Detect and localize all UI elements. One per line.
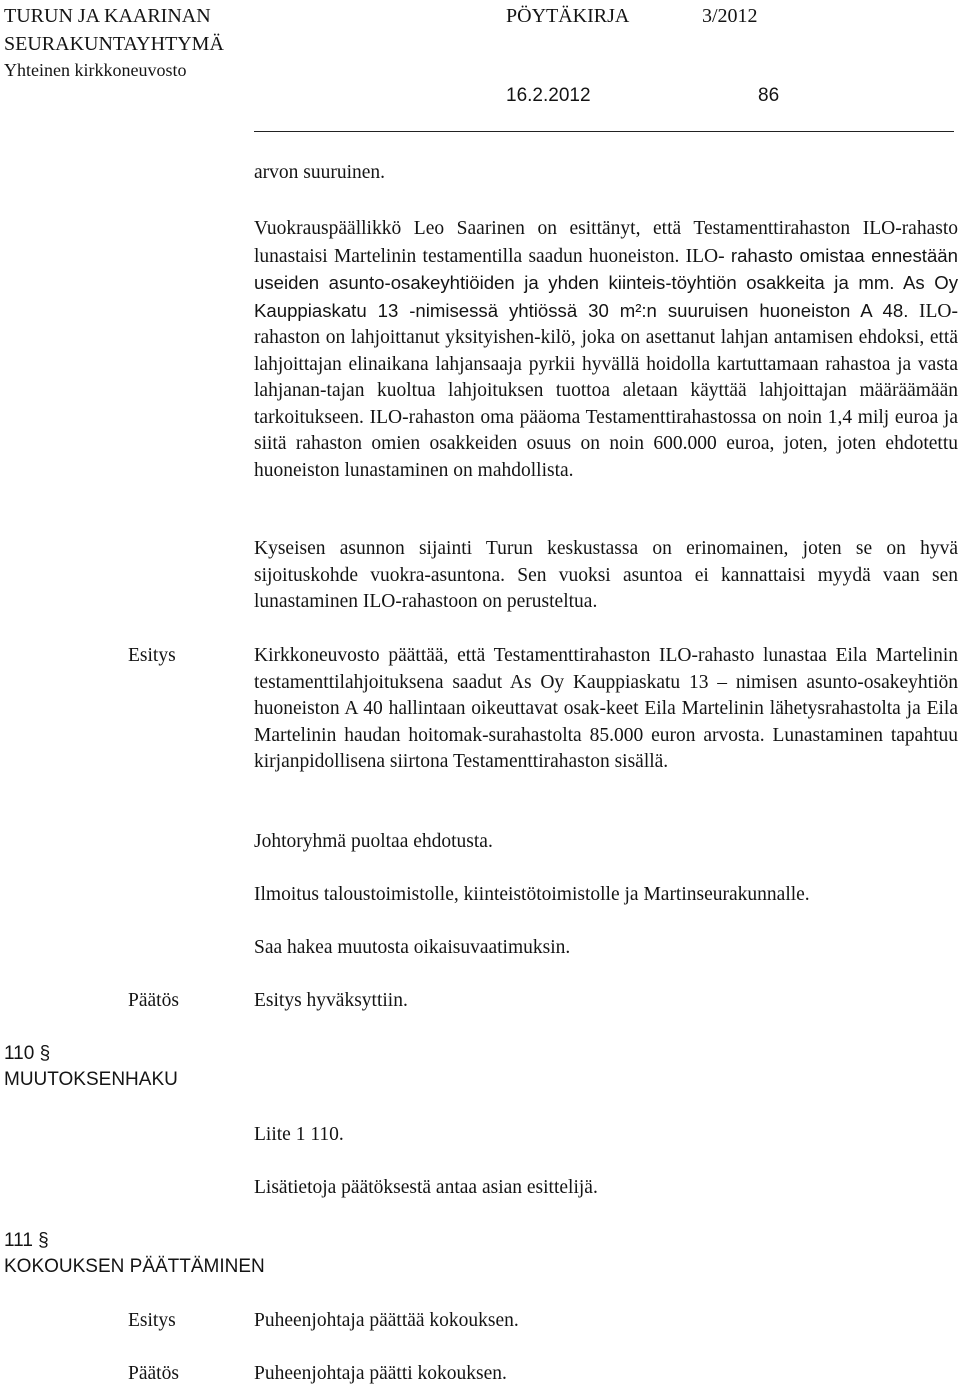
more-info-statement: Lisätietoja päätöksestä antaa asian esittelijä. (254, 1177, 598, 1198)
paragraph-background (254, 216, 958, 484)
document-type: PÖYTÄKIRJA (506, 5, 630, 27)
section-111-heading (4, 1228, 265, 1280)
esitys-text: Kirkkoneuvosto päättää, että Testamenttirahaston ILO-rahasto lunastaa Eila Martelinin testamenttilahjoituksena saadut As Oy Kauppiaskatu 13 – nimisen asunto-osakeyhtiön huoneiston A 40 hallintaan oikeuttavat osak-keet Eila Martelinin lähetysrahastolta ja Eila Martelinin haudan hoitomak-surahastolta 85.000 euron arvosta. Lunastaminen tapahtuu kirjanpidollisena siirtona Testamenttirahaston sisällä. (254, 645, 958, 772)
paragraph-background-part1: Vuokrauspäällikkö Leo Saarinen on esittänyt, että Testamenttirahaston ILO-rahasto lunastaisi Martelinin testamentilla saadun huoneiston. ILO- (254, 218, 958, 267)
paragraph-location: Kyseisen asunnon sijainti Turun keskustassa on erinomainen, joten se on hyvä sijoituskohde vuokra-asuntona. Sen vuoksi asuntoa ei kannattaisi myydä vaan sen lunastaminen ILO-rahastoon on perusteltua. (254, 538, 958, 612)
johtoryhma-statement: Johtoryhmä puoltaa ehdotusta. (254, 831, 493, 852)
appeal-statement: Saa hakea muutosta oikaisuvaatimuksin. (254, 937, 571, 958)
document-number: 3/2012 (702, 5, 758, 27)
section-111-esitys-text: Puheenjohtaja päättää kokouksen. (254, 1310, 519, 1331)
paragraph-background-part3: ILO-rahaston on lahjoittanut yksityishen-kilö, joka on asettanut lahjan antamisen ehdoksi, että lahjoittajan elinaikana lahjansaaja pyrkii hyvällä hoidolla kartuttamaan rahastoa ja vasta lahjanan-tajan kuoltua lahjoituksen tuottoa aletaan käyttää lahjoittajan määräämään tarkoitukseen. ILO-rahaston oma pääoma Testamenttirahastossa on noin 1,4 milj euroa ja siitä rahaston omien osakkeiden osuus on noin 600.000 euroa, joten, joten ehdotettu huoneiston lunastaminen on mahdollista. (254, 300, 959, 481)
esitys-label: Esitys (128, 645, 176, 666)
header-rule (254, 131, 954, 132)
section-111-esitys-label: Esitys (128, 1310, 176, 1331)
paragraph-continuation: arvon suuruinen. (254, 162, 386, 183)
section-111-paatos-label: Päätös (128, 1363, 179, 1384)
section-110-number: 110 § (4, 1043, 51, 1064)
attachment-reference: Liite 1 110. (254, 1124, 344, 1145)
section-111-title: KOKOUKSEN PÄÄTTÄMINEN (4, 1256, 265, 1277)
notification-statement: Ilmoitus taloustoimistolle, kiinteistötoimistolle ja Martinseurakunnalle. (254, 884, 810, 905)
section-111-number: 111 § (4, 1230, 49, 1251)
section-111-paatos-text: Puheenjohtaja päätti kokouksen. (254, 1363, 507, 1384)
paragraph-background-part2: rahasto omistaa ennestään useiden asunto-osakeyhtiöiden ja yhden kiinteis-töyhtiön osakkeita ja mm. As Oy Kauppiaskatu 13 -nimisessä yhtiössä 30 m²:n suuruisen huoneiston A 48. (254, 244, 958, 321)
org-name-line2: SEURAKUNTAYHTYMÄ (4, 33, 224, 55)
meeting-date: 16.2.2012 (506, 85, 591, 106)
org-name-line1: TURUN JA KAARINAN (4, 5, 211, 27)
page-number: 86 (758, 85, 780, 106)
meeting-body: Yhteinen kirkkoneuvosto (4, 60, 187, 80)
paatos-text: Esitys hyväksyttiin. (254, 990, 408, 1011)
section-110-title: MUUTOKSENHAKU (4, 1069, 178, 1090)
section-110-heading (4, 1041, 178, 1093)
paatos-label: Päätös (128, 990, 179, 1011)
